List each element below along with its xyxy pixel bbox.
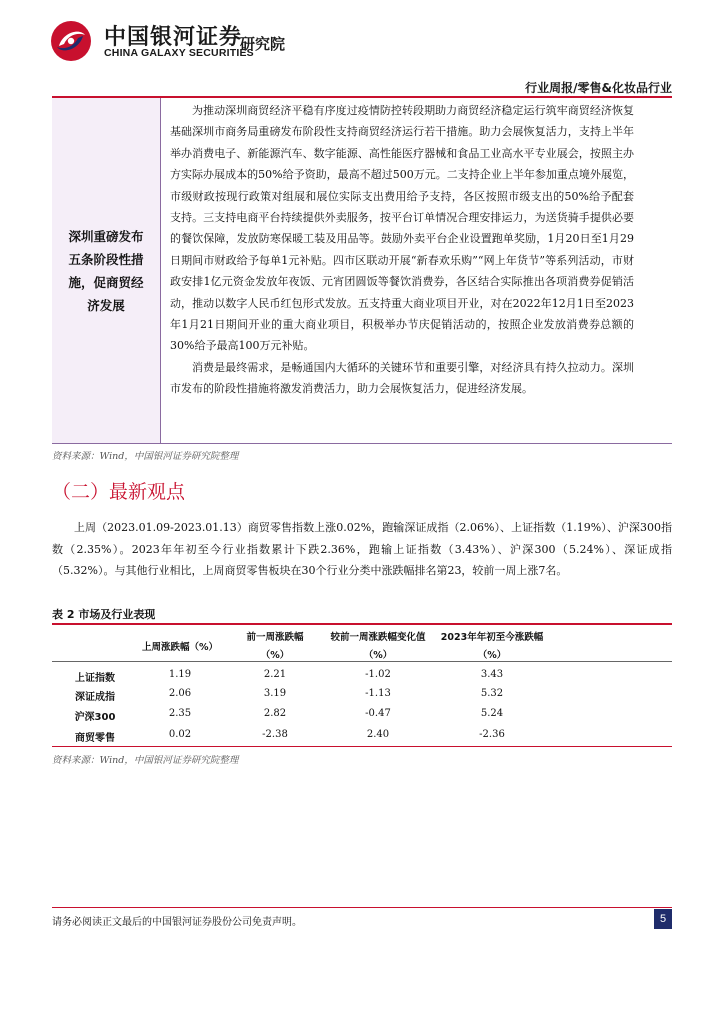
table-cell: 5.32 (480, 688, 504, 699)
brand-name-cn: 中国银河证券 (104, 25, 243, 50)
table-header-cell: 较前一周涨跌幅变化值 (330, 632, 426, 643)
policy-paragraph: 为推动深圳商贸经济平稳有序度过疫情防控转段期助力商贸经济稳定运行筑牢商贸经济恢复基础深圳市商务局重磅发布阶段性支持商贸经济运行若干措施。助力会展恢复活力，支持上半年举办消费电子、新能源汽车、数字能源、高性能医疗器械和食品工业高水平专业展会，按照主办方实际办展成本的50%给予资助，最高不超过500万元。二支持企业上半年参加重点境外展览，市级财政按现行政策对组展和展位实际支出费用给予支持，各区按照市级支出的50%给予配套支持。三支持电商平台持续提供外卖服务，按平台订单情况合理安排运力，为送货骑手提供必要的餐饮保障，发放防寒保暖工装及用品等。鼓励外卖平台企业设置跑单奖励，1月20日至1月29日期间市财政给予每单1元补贴。四市区联动开展“新春欢乐购”“网上年货节”等系列活动，市财政安排1亿元资金发放年夜饭、元宵团圆饭等餐饮消费券，各区结合实际推出各项消费券促销活动，推动以数字人民币红包形式发放。五支持重大商业项目开业，对在2022年12月1日至2023年1月21日期间开业的重大商业项目，积极举办节庆促销活动的，按照企业发放消费券总额的30%给予最高100万元补贴。 (170, 104, 634, 353)
table-cell: 2.06 (168, 688, 192, 699)
table-top-rule (52, 623, 672, 625)
table-title: 表 2 市场及行业表现 (52, 608, 156, 621)
galaxy-swirl-logo (50, 20, 92, 62)
table-header-unit: （%） (260, 650, 290, 661)
table-header-cell: 上周涨跌幅（%） (141, 642, 219, 653)
table-row-label: 深证成指 (75, 692, 115, 703)
table-cell: 2.21 (263, 669, 287, 680)
table-row-label: 商贸零售 (75, 733, 115, 744)
institute-name: 研究院 (240, 35, 286, 53)
table-bottom-rule (52, 746, 672, 747)
policy-box-divider (160, 98, 161, 443)
table-cell: 5.24 (480, 708, 504, 719)
table-header-unit: （%） (363, 650, 393, 661)
table-cell: 1.19 (168, 669, 192, 680)
table-cell: -1.02 (365, 669, 391, 680)
table-header-unit: （%） (477, 650, 507, 661)
policy-box-label-cell (52, 98, 160, 443)
table-cell: 3.43 (480, 669, 504, 680)
report-type: 行业周报/零售&化妆品行业 (525, 81, 672, 95)
table-cell: 2.35 (168, 708, 192, 719)
table-row-label: 沪深300 (74, 712, 116, 723)
table-source-note: 资料来源：Wind，中国银河证券研究院整理 (52, 755, 239, 766)
footer-disclaimer: 请务必阅读正文最后的中国银河证券股份公司免责声明。 (52, 917, 302, 928)
table-cell: -2.38 (262, 729, 288, 740)
table-cell: -0.47 (365, 708, 391, 719)
table-cell: 2.40 (366, 729, 390, 740)
table-cell: 0.02 (168, 729, 192, 740)
table-header-cell: 前一周涨跌幅 (246, 632, 304, 643)
policy-source-note: 资料来源：Wind，中国银河证券研究院整理 (52, 451, 239, 462)
policy-box-label: 深圳重磅发布五条阶段性措施，促商贸经济发展 (68, 228, 144, 313)
table-cell: -1.13 (365, 688, 391, 699)
policy-paragraph: 消费是最终需求，是畅通国内大循环的关键环节和重要引擎，对经济具有持久拉动力。深圳市发布的阶段性措施将激发消费活力，助力会展恢复活力，促进经济发展。 (170, 360, 634, 396)
page-number: 5 (654, 909, 672, 929)
table-row-label: 上证指数 (75, 673, 115, 684)
footer-divider (52, 907, 672, 908)
policy-box (52, 98, 672, 444)
table-cell: 3.19 (263, 688, 287, 699)
table-cell: 2.82 (263, 708, 287, 719)
brand-name-en: CHINA GALAXY SECURITIES (104, 47, 254, 59)
section-paragraph: 上周（2023.01.09-2023.01.13）商贸零售指数上涨0.02%，跑输深证成指（2.06%）、上证指数（1.19%）、沪深300指数（2.35%）。2023年年初至今行业指数累计下跌2.36%，跑输上证指数（3.43%）、沪深300（5.24%）、深证成指（5.32%）。与其他行业相比，上周商贸零售板块在30个行业分类中涨跌幅排名第23，较前一周上涨7名。 (52, 521, 672, 577)
policy-box-body (170, 100, 634, 400)
table-header-rule (52, 661, 672, 662)
table-cell: -2.36 (479, 729, 505, 740)
section-title: （二）最新观点 (52, 481, 186, 503)
table-header-cell: 2023年年初至今涨跌幅 (440, 632, 544, 643)
